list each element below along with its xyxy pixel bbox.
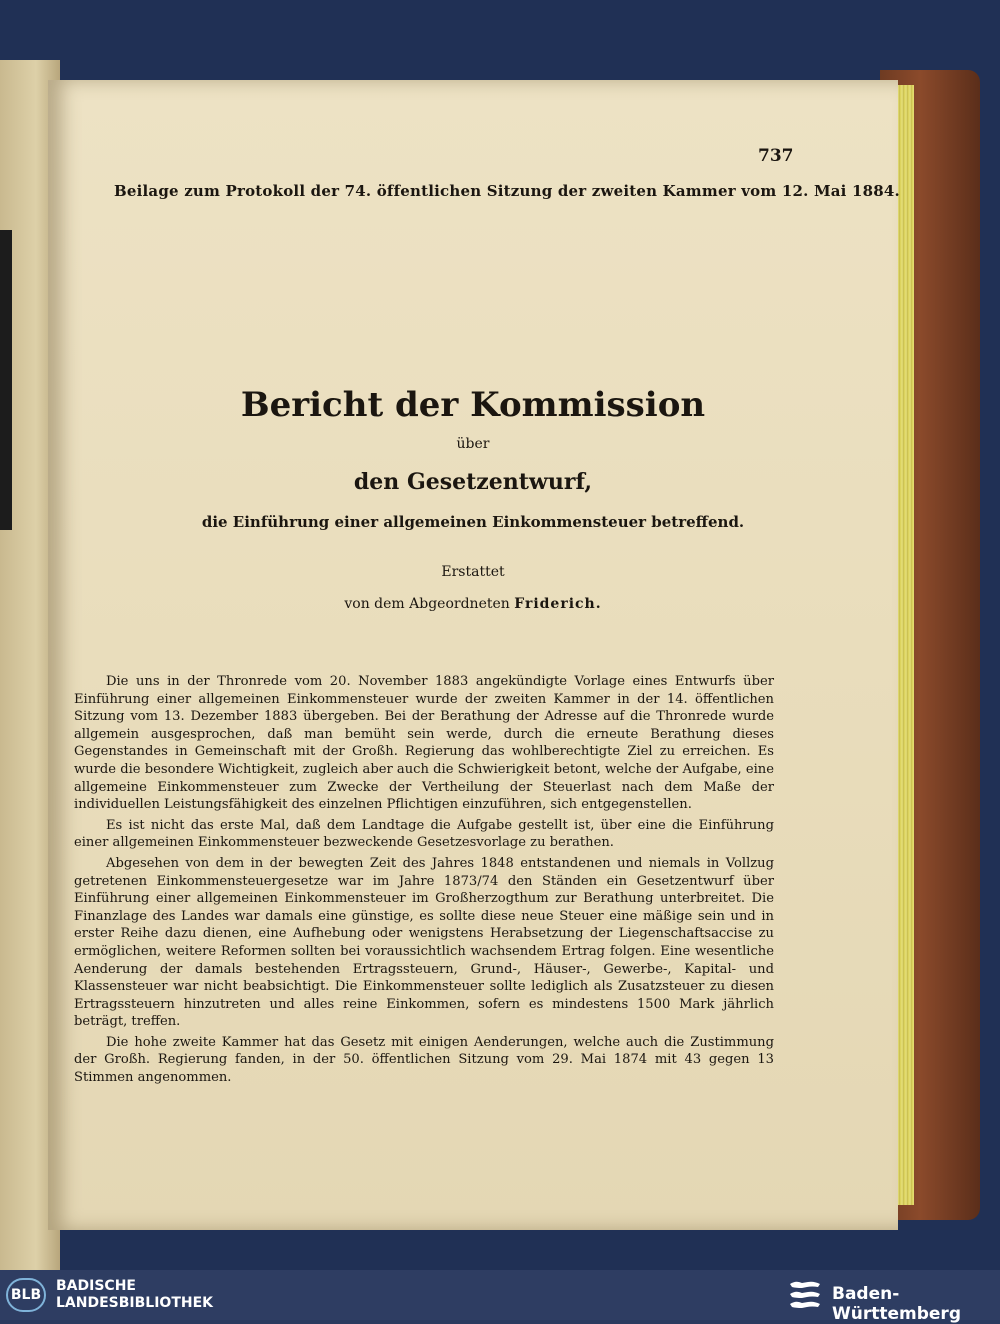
- binding-shadow: [0, 230, 12, 530]
- erstattet-label: Erstattet: [441, 564, 505, 580]
- running-head: Beilage zum Protokoll der 74. öffentlichen Sitzung der zweiten Kammer vom 12. Mai 1884.: [114, 182, 900, 200]
- report-title: Bericht der Kommission: [240, 385, 706, 425]
- body-text: [74, 673, 774, 1090]
- paragraph: Die uns in der Thronrede vom 20. November 1883 angekündigte Vorlage eines Entwurfs über Einführung einer allgemeinen Einkommensteuer wurde der zweiten Kammer in der 14. öffentlichen Sitzung vom 13. Dezember 1883 übergeben. Bei der Berathung der Adresse auf die Thronrede wurde allgemein ausgesprochen, daß man bemüht sein werde, durch die erneute Berathung dieses Gegenstandes in Gemeinschaft mit der Großh. Regierung das wohlberechtigte Ziel zu erreichen. Es wurde die besondere Wichtigkeit, zugleich aber auch die Schwierigkeit betont, welche der Aufgabe, eine allgemeine Einkommensteuer zum Zwecke der Vertheilung der Steuerlast nach dem Maße der individuellen Leistungsfähigkeit des einzelnen Pflichtigen einzuführen, sich entgegenstellen.: [74, 674, 774, 813]
- author-prefix: von dem Abgeordneten: [344, 596, 510, 612]
- author-line: [48, 596, 898, 612]
- state-name[interactable]: Baden-Württemberg: [832, 1284, 961, 1324]
- blb-logo[interactable]: BLB: [6, 1278, 46, 1312]
- paragraph: Es ist nicht das erste Mal, daß dem Landtage die Aufgabe gestellt ist, über eine die Einführung einer allgemeinen Einkommensteuer bezweckende Gesetzesvorlage zu berathen.: [74, 817, 774, 851]
- author-name: Friderich.: [514, 596, 602, 612]
- document-page: [48, 80, 898, 1230]
- footer-bar: [0, 1270, 1000, 1324]
- title-connector: über: [456, 436, 490, 452]
- paragraph: Die hohe zweite Kammer hat das Gesetz mit einigen Aenderungen, welche auch die Zustimmung der Großh. Regierung fanden, in der 50. öffentlichen Sitzung vom 29. Mai 1874 mit 43 gegen 13 Stimmen angenommen.: [74, 1034, 774, 1086]
- lions-emblem-icon: [788, 1278, 824, 1312]
- report-subtitle: den Gesetzentwurf,: [353, 469, 593, 495]
- library-name[interactable]: [56, 1278, 213, 1312]
- paragraph: Abgesehen von dem in der bewegten Zeit des Jahres 1848 entstandenen und niemals in Vollzug getretenen Einkommensteuergesetze war im Jahre 1873/74 den Ständen ein Gesetzentwurf über Einführung einer allgemeinen Einkommensteuer im Großherzogthum zur Berathung unterbreitet. Die Finanzlage des Landes war damals eine günstige, es sollte diese neue Steuer eine mäßige sein und in erster Reihe dazu dienen, eine Aufhebung oder wenigstens Herabsetzung der Liegenschaftsaccise zu ermöglichen, weitere Reformen sollten bei voraussichtlich wachsendem Ertrag folgen. Eine wesentliche Aenderung der damals bestehenden Ertragssteuern, Grund-, Häuser-, Gewerbe-, Kapital- und Klassensteuer war nicht beabsichtigt. Die Einkommensteuer sollte lediglich als Zusatzsteuer zu diesen Ertragssteuern hinzutreten und alles reine Einkommen, sofern es mindestens 1500 Mark jährlich beträgt, treffen.: [74, 855, 774, 1030]
- report-topic: die Einführung einer allgemeinen Einkommensteuer betreffend.: [201, 513, 745, 531]
- library-name-line2: LANDESBIBLIOTHEK: [56, 1295, 214, 1311]
- page-number: 737: [758, 146, 794, 166]
- library-name-line1: BADISCHE: [56, 1278, 136, 1294]
